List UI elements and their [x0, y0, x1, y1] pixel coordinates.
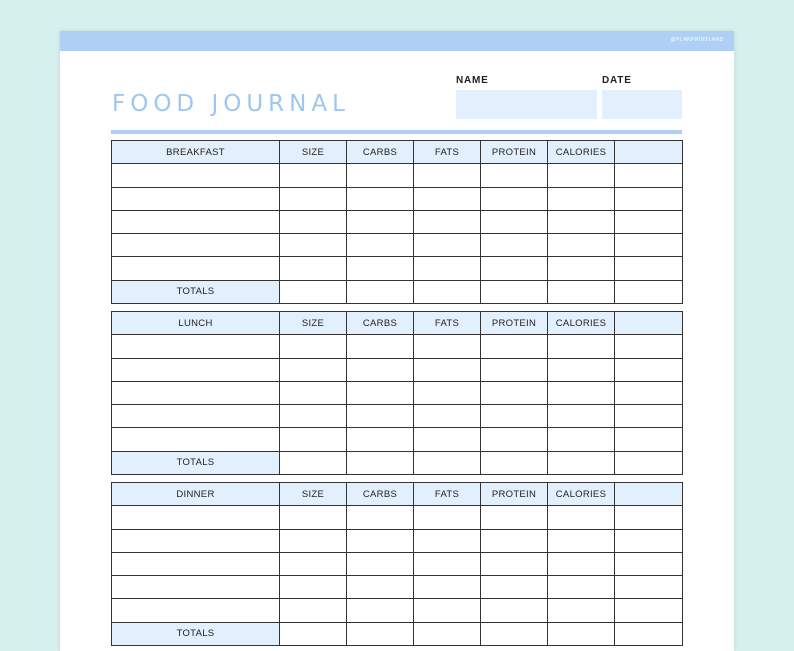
entry-cell[interactable] — [615, 599, 683, 622]
header-rule — [111, 130, 682, 134]
entry-cell[interactable] — [414, 164, 481, 187]
entry-cell[interactable] — [548, 428, 615, 451]
entry-cell[interactable] — [414, 257, 481, 280]
entry-cell[interactable] — [414, 576, 481, 599]
total-cell[interactable] — [548, 280, 615, 303]
entry-cell[interactable] — [615, 210, 683, 233]
table-row — [112, 576, 683, 599]
brand-text: @PLANPRINTLAND — [670, 37, 724, 43]
entry-cell[interactable] — [481, 428, 548, 451]
totals-row — [112, 280, 683, 303]
entry-cell[interactable] — [481, 576, 548, 599]
column-header: SIZE — [280, 483, 347, 506]
entry-cell[interactable] — [280, 599, 347, 622]
table-row — [112, 164, 683, 187]
page-title: FOOD JOURNAL — [112, 91, 350, 117]
entry-cell[interactable] — [347, 187, 414, 210]
entry-cell[interactable] — [548, 335, 615, 358]
total-cell[interactable] — [280, 622, 347, 645]
entry-cell[interactable] — [548, 210, 615, 233]
entry-cell[interactable] — [548, 381, 615, 404]
entry-cell[interactable] — [481, 234, 548, 257]
entry-cell[interactable] — [112, 358, 280, 381]
entry-cell[interactable] — [548, 164, 615, 187]
entry-cell[interactable] — [615, 257, 683, 280]
entry-cell[interactable] — [548, 187, 615, 210]
total-cell[interactable] — [414, 451, 481, 474]
entry-cell[interactable] — [615, 164, 683, 187]
column-header: PROTEIN — [481, 312, 548, 335]
column-header: PROTEIN — [481, 483, 548, 506]
entry-cell[interactable] — [112, 552, 280, 575]
entry-cell[interactable] — [548, 529, 615, 552]
entry-cell[interactable] — [481, 381, 548, 404]
total-cell[interactable] — [347, 451, 414, 474]
entry-cell[interactable] — [615, 506, 683, 529]
entry-cell[interactable] — [414, 506, 481, 529]
entry-cell[interactable] — [280, 506, 347, 529]
entry-cell[interactable] — [112, 576, 280, 599]
totals-label: TOTALS — [112, 280, 280, 303]
entry-cell[interactable] — [280, 381, 347, 404]
journal-page — [60, 31, 734, 651]
entry-cell[interactable] — [112, 187, 280, 210]
table-row — [112, 335, 683, 358]
entry-cell[interactable] — [280, 187, 347, 210]
column-header: CARBS — [347, 141, 414, 164]
entry-cell[interactable] — [414, 529, 481, 552]
table-row — [112, 506, 683, 529]
meal-label: LUNCH — [112, 312, 280, 335]
total-cell[interactable] — [481, 622, 548, 645]
table-row — [112, 234, 683, 257]
total-cell[interactable] — [615, 280, 683, 303]
entry-cell[interactable] — [548, 506, 615, 529]
entry-cell[interactable] — [615, 358, 683, 381]
column-header: CALORIES — [548, 141, 615, 164]
entry-cell[interactable] — [347, 506, 414, 529]
table-row — [112, 552, 683, 575]
entry-cell[interactable] — [615, 428, 683, 451]
table-header-row — [112, 483, 683, 506]
meal-table-2 — [111, 482, 683, 646]
entry-cell[interactable] — [347, 428, 414, 451]
entry-cell[interactable] — [280, 335, 347, 358]
table-row — [112, 529, 683, 552]
column-header: SIZE — [280, 141, 347, 164]
table-row — [112, 599, 683, 622]
column-header — [615, 483, 683, 506]
column-header: SIZE — [280, 312, 347, 335]
entry-cell[interactable] — [615, 335, 683, 358]
total-cell[interactable] — [548, 451, 615, 474]
entry-cell[interactable] — [615, 187, 683, 210]
entry-cell[interactable] — [347, 358, 414, 381]
column-header: CARBS — [347, 483, 414, 506]
entry-cell[interactable] — [280, 529, 347, 552]
entry-cell[interactable] — [112, 529, 280, 552]
entry-cell[interactable] — [615, 576, 683, 599]
entry-cell[interactable] — [481, 506, 548, 529]
entry-cell[interactable] — [615, 405, 683, 428]
column-header: FATS — [414, 141, 481, 164]
entry-cell[interactable] — [414, 552, 481, 575]
table-row — [112, 381, 683, 404]
entry-cell[interactable] — [414, 210, 481, 233]
entry-cell[interactable] — [280, 552, 347, 575]
table-row — [112, 405, 683, 428]
entry-cell[interactable] — [548, 552, 615, 575]
entry-cell[interactable] — [112, 405, 280, 428]
entry-cell[interactable] — [414, 335, 481, 358]
total-cell[interactable] — [280, 280, 347, 303]
total-cell[interactable] — [481, 280, 548, 303]
table-row — [112, 257, 683, 280]
name-field[interactable] — [456, 90, 597, 119]
total-cell[interactable] — [414, 280, 481, 303]
entry-cell[interactable] — [347, 234, 414, 257]
total-cell[interactable] — [414, 622, 481, 645]
table-row — [112, 187, 683, 210]
column-header: CALORIES — [548, 312, 615, 335]
entry-cell[interactable] — [280, 428, 347, 451]
entry-cell[interactable] — [548, 234, 615, 257]
entry-cell[interactable] — [280, 576, 347, 599]
entry-cell[interactable] — [112, 335, 280, 358]
table-row — [112, 210, 683, 233]
total-cell[interactable] — [347, 622, 414, 645]
entry-cell[interactable] — [615, 381, 683, 404]
entry-cell[interactable] — [414, 381, 481, 404]
entry-cell[interactable] — [481, 257, 548, 280]
entry-cell[interactable] — [414, 405, 481, 428]
column-header — [615, 312, 683, 335]
table-row — [112, 428, 683, 451]
total-cell[interactable] — [280, 451, 347, 474]
entry-cell[interactable] — [112, 428, 280, 451]
entry-cell[interactable] — [112, 506, 280, 529]
entry-cell[interactable] — [548, 257, 615, 280]
meal-label: BREAKFAST — [112, 141, 280, 164]
entry-cell[interactable] — [347, 405, 414, 428]
entry-cell[interactable] — [347, 576, 414, 599]
entry-cell[interactable] — [414, 234, 481, 257]
entry-cell[interactable] — [280, 234, 347, 257]
entry-cell[interactable] — [481, 599, 548, 622]
entry-cell[interactable] — [481, 164, 548, 187]
entry-cell[interactable] — [548, 576, 615, 599]
column-header: PROTEIN — [481, 141, 548, 164]
table-header-row — [112, 312, 683, 335]
entry-cell[interactable] — [414, 599, 481, 622]
entry-cell[interactable] — [112, 210, 280, 233]
column-header: CARBS — [347, 312, 414, 335]
entry-cell[interactable] — [280, 210, 347, 233]
totals-row — [112, 451, 683, 474]
entry-cell[interactable] — [112, 234, 280, 257]
table-row — [112, 358, 683, 381]
entry-cell[interactable] — [481, 187, 548, 210]
total-cell[interactable] — [548, 622, 615, 645]
entry-cell[interactable] — [347, 552, 414, 575]
entry-cell[interactable] — [414, 187, 481, 210]
entry-cell[interactable] — [347, 599, 414, 622]
entry-cell[interactable] — [347, 210, 414, 233]
entry-cell[interactable] — [347, 164, 414, 187]
entry-cell[interactable] — [481, 210, 548, 233]
entry-cell[interactable] — [615, 234, 683, 257]
entry-cell[interactable] — [548, 358, 615, 381]
entry-cell[interactable] — [347, 257, 414, 280]
entry-cell[interactable] — [112, 599, 280, 622]
name-label: NAME — [456, 75, 489, 86]
date-field[interactable] — [602, 90, 682, 119]
entry-cell[interactable] — [112, 257, 280, 280]
entry-cell[interactable] — [615, 552, 683, 575]
entry-cell[interactable] — [615, 529, 683, 552]
date-label: DATE — [602, 75, 632, 86]
entry-cell[interactable] — [280, 405, 347, 428]
column-header: CALORIES — [548, 483, 615, 506]
entry-cell[interactable] — [280, 358, 347, 381]
entry-cell[interactable] — [280, 257, 347, 280]
entry-cell[interactable] — [414, 358, 481, 381]
meal-table-1 — [111, 311, 683, 475]
entry-cell[interactable] — [112, 164, 280, 187]
total-cell[interactable] — [481, 451, 548, 474]
entry-cell[interactable] — [548, 405, 615, 428]
entry-cell[interactable] — [414, 428, 481, 451]
column-header — [615, 141, 683, 164]
entry-cell[interactable] — [481, 529, 548, 552]
totals-label: TOTALS — [112, 451, 280, 474]
top-bar — [60, 31, 734, 51]
table-header-row — [112, 141, 683, 164]
total-cell[interactable] — [615, 622, 683, 645]
meal-label: DINNER — [112, 483, 280, 506]
column-header: FATS — [414, 312, 481, 335]
entry-cell[interactable] — [112, 381, 280, 404]
total-cell[interactable] — [615, 451, 683, 474]
entry-cell[interactable] — [347, 381, 414, 404]
entry-cell[interactable] — [347, 529, 414, 552]
totals-row — [112, 622, 683, 645]
totals-label: TOTALS — [112, 622, 280, 645]
total-cell[interactable] — [347, 280, 414, 303]
entry-cell[interactable] — [347, 335, 414, 358]
entry-cell[interactable] — [548, 599, 615, 622]
column-header: FATS — [414, 483, 481, 506]
entry-cell[interactable] — [481, 552, 548, 575]
entry-cell[interactable] — [280, 164, 347, 187]
entry-cell[interactable] — [481, 405, 548, 428]
meal-table-0 — [111, 140, 683, 304]
entry-cell[interactable] — [481, 358, 548, 381]
entry-cell[interactable] — [481, 335, 548, 358]
